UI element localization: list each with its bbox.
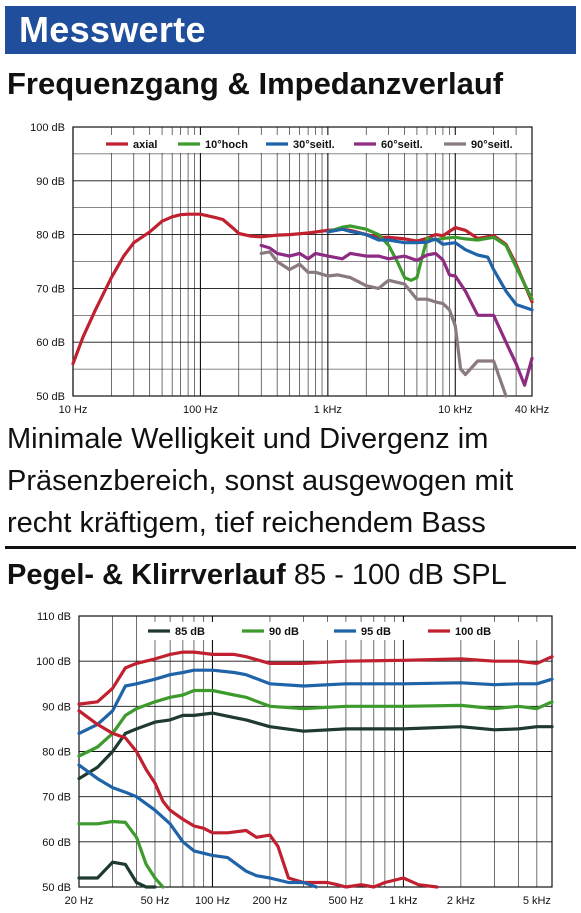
chart2-legend-label: 95 dB bbox=[361, 626, 391, 638]
chart1-ytick-label: 50 dB bbox=[36, 391, 65, 403]
chart1-legend-label: 10°hoch bbox=[205, 139, 248, 151]
chart2-xtick-label: 100 Hz bbox=[195, 895, 230, 907]
frequency-response-chart bbox=[0, 110, 581, 416]
chart2-legend-label: 90 dB bbox=[269, 626, 299, 638]
chart2-ytick-label: 60 dB bbox=[42, 836, 71, 849]
level-distortion-chart bbox=[0, 600, 581, 913]
chart2-heading-light: 85 - 100 dB SPL bbox=[285, 559, 507, 591]
chart2-xtick-label: 200 Hz bbox=[252, 895, 288, 907]
chart2-ytick-label: 100 dB bbox=[36, 656, 71, 669]
section-banner bbox=[5, 6, 576, 54]
chart2-xtick-label: 20 Hz bbox=[64, 895, 94, 907]
chart2-xtick-label: 50 Hz bbox=[140, 895, 170, 907]
chart1-ytick-label: 100 dB bbox=[30, 122, 65, 134]
chart1-ytick-label: 90 dB bbox=[36, 175, 65, 188]
chart2-ytick-label: 90 dB bbox=[42, 701, 71, 714]
chart2-ytick-label: 50 dB bbox=[42, 882, 71, 894]
chart2-ytick-label: 70 dB bbox=[42, 791, 71, 804]
chart2-xtick-label: 5 kHz bbox=[522, 895, 551, 907]
chart1-ytick-label: 70 dB bbox=[36, 283, 65, 296]
chart1-xtick-label: 1 kHz bbox=[313, 404, 342, 416]
chart2-ytick-label: 110 dB bbox=[36, 611, 71, 623]
chart2-legend-label: 85 dB bbox=[175, 626, 205, 638]
chart2-xtick-label: 2 kHz bbox=[446, 895, 475, 907]
chart1-legend-label: 30°seitl. bbox=[293, 139, 335, 151]
chart1-caption: Minimale Welligkeit und Divergenz im Präsenzbereich, sonst ausgewogen mit recht kräftigem, tief reichendem Bass bbox=[7, 423, 514, 539]
chart1-xtick-label: 40 kHz bbox=[514, 404, 550, 416]
chart2-xtick-label: 500 Hz bbox=[328, 895, 364, 907]
chart1-ytick-label: 80 dB bbox=[36, 229, 65, 242]
chart1-legend-label: 90°seitl. bbox=[471, 139, 513, 151]
chart1-xtick-label: 100 Hz bbox=[182, 404, 218, 416]
chart2-heading-bold: Pegel- & Klirrverlauf bbox=[7, 559, 286, 591]
chart2-heading bbox=[7, 559, 507, 592]
chart1-legend-label: axial bbox=[133, 139, 158, 151]
section-divider bbox=[5, 546, 576, 549]
chart2-ytick-label: 80 dB bbox=[42, 746, 71, 759]
chart2-legend-label: 100 dB bbox=[455, 626, 492, 638]
chart2-xtick-label: 1 kHz bbox=[389, 895, 418, 907]
chart1-ytick-label: 60 dB bbox=[36, 337, 65, 350]
chart1-xtick-label: 10 Hz bbox=[58, 404, 88, 416]
banner-title: Messwerte bbox=[19, 9, 206, 50]
chart1-heading: Frequenzgang & Impedanzverlauf bbox=[7, 66, 504, 101]
chart1-legend-label: 60°seitl. bbox=[381, 139, 423, 151]
chart1-xtick-label: 10 kHz bbox=[438, 404, 473, 416]
